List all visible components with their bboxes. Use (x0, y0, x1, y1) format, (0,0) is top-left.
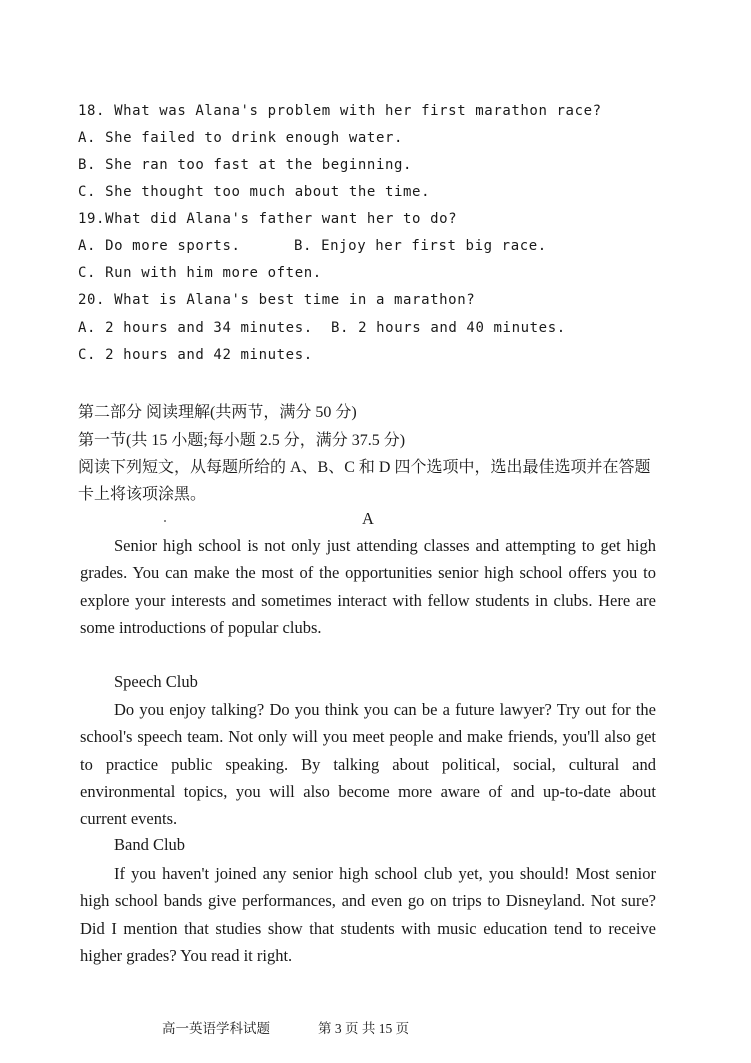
passage-label: A (362, 509, 374, 528)
part-two-title: 第二部分 阅读理解(共两节，满分 50 分) (78, 404, 357, 421)
q20-option-a: A. 2 hours and 34 minutes. (78, 320, 313, 336)
question-20: 20. What is Alana's best time in a marathon? (78, 292, 476, 308)
q18-option-b: B. She ran too fast at the beginning. (78, 157, 413, 173)
band-club-text: If you haven't joined any senior high school club yet, you should! Most senior high school bands give performances, and even go on trips to Disneyland. Not sure? Did I mention that studies show that students with music education tend to receive higher grades? You read it right. (80, 864, 656, 965)
q20-option-c: C. 2 hours and 42 minutes. (78, 347, 313, 363)
q20-option-b: B. 2 hours and 40 minutes. (331, 320, 566, 336)
q19-option-a: A. Do more sports. (78, 238, 241, 254)
section-one-title: 第一节(共 15 小题;每小题 2.5 分，满分 37.5 分) (78, 432, 406, 449)
scan-speck (164, 520, 166, 522)
question-18: 18. What was Alana's problem with her first marathon race? (78, 103, 602, 119)
question-19: 19.What did Alana's father want her to do? (78, 211, 458, 227)
speech-club-heading: Speech Club (114, 672, 198, 691)
speech-club-text: Do you enjoy talking? Do you think you can be a future lawyer? Try out for the school's speech team. Not only will you meet people and make friends, you'll also get to practice public speaking. By talking about political, social, cultural and environmental topics, you will also become more aware of and up-to-date about current events. (80, 700, 656, 829)
reading-instructions: 阅读下列短文，从每题所给的 A、B、C 和 D 四个选项中，选出最佳选项并在答题卡上将该项涂黑。 (78, 459, 651, 503)
footer-page-number: 第 3 页 共 15 页 (318, 1021, 410, 1036)
q18-option-c: C. She thought too much about the time. (78, 184, 431, 200)
q19-option-c: C. Run with him more often. (78, 265, 322, 281)
footer-subject: 高一英语学科试题 (162, 1021, 270, 1036)
q18-option-a: A. She failed to drink enough water. (78, 130, 404, 146)
q19-option-b: B. Enjoy her first big race. (294, 238, 547, 254)
passage-intro: Senior high school is not only just attending classes and attempting to get high grades. You can make the most of the opportunities senior high school offers you to explore your interests and sometimes interact with fellow students in clubs. Here are some introductions of popular clubs. (80, 536, 656, 637)
band-club-heading: Band Club (114, 835, 186, 854)
